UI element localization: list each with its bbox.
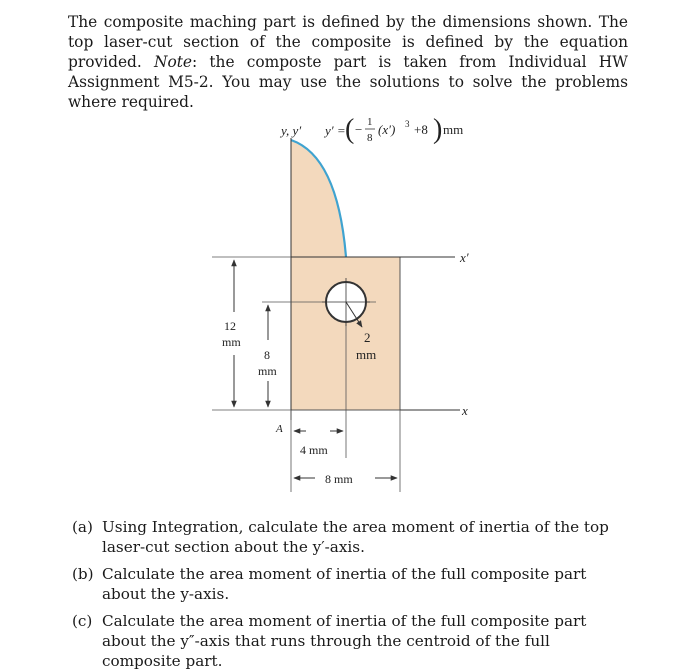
intro-part1: The composite maching part is defined by the dimensions shown. The top laser-cut section of the composite is defined by the equation provided.: [68, 13, 628, 71]
question-a-label: (a): [72, 518, 93, 536]
x-prime-label: x′: [460, 250, 469, 265]
question-b: [72, 564, 632, 604]
question-a: [72, 517, 632, 557]
dim-8v-unit: mm: [258, 364, 277, 378]
equation-lhs: y′ =: [325, 123, 346, 138]
equation-exponent: 3: [405, 119, 410, 129]
equation-frac-numerator: 1: [367, 116, 373, 128]
hole-dim-value: 2: [364, 330, 371, 345]
note-label: Note: [153, 53, 193, 71]
hole-dim-unit: mm: [356, 347, 377, 362]
dim-4-label: 4 mm: [300, 443, 328, 457]
x-label: x: [462, 403, 468, 418]
point-a-label: A: [276, 423, 283, 435]
dim-8v-value: 8: [264, 348, 270, 362]
question-b-text: Calculate the area moment of inertia of the full composite part about the y-axis.: [102, 565, 587, 603]
composite-part-body: [291, 140, 400, 410]
equation-minus: −: [355, 122, 363, 137]
axis-y-yprime-label: y, y′: [281, 123, 302, 138]
equation-plus-const: +8: [414, 122, 428, 137]
question-c: [72, 611, 632, 671]
question-b-label: (b): [72, 565, 94, 583]
equation-paren-left: (: [345, 114, 355, 145]
equation-frac-denominator: 8: [367, 132, 373, 144]
equation-variable: (x′): [378, 122, 396, 137]
dim-12-unit: mm: [222, 335, 241, 349]
equation-paren-right: ): [433, 114, 443, 145]
question-a-text: Using Integration, calculate the area moment of inertia of the top laser-cut section about the y′-axis.: [102, 518, 609, 556]
dim-8h-label: 8 mm: [325, 472, 353, 486]
question-c-label: (c): [72, 612, 93, 630]
question-c-text: Calculate the area moment of inertia of the full composite part about the y″-axis that runs through the centroid of the full composite part.: [102, 612, 587, 670]
dim-12-value: 12: [224, 319, 236, 333]
equation-unit: mm: [443, 122, 464, 137]
intro-part2: : the composte part is taken from Individual HW Assignment M5-2. You may use the solutions to solve the problems where required.: [68, 53, 628, 111]
